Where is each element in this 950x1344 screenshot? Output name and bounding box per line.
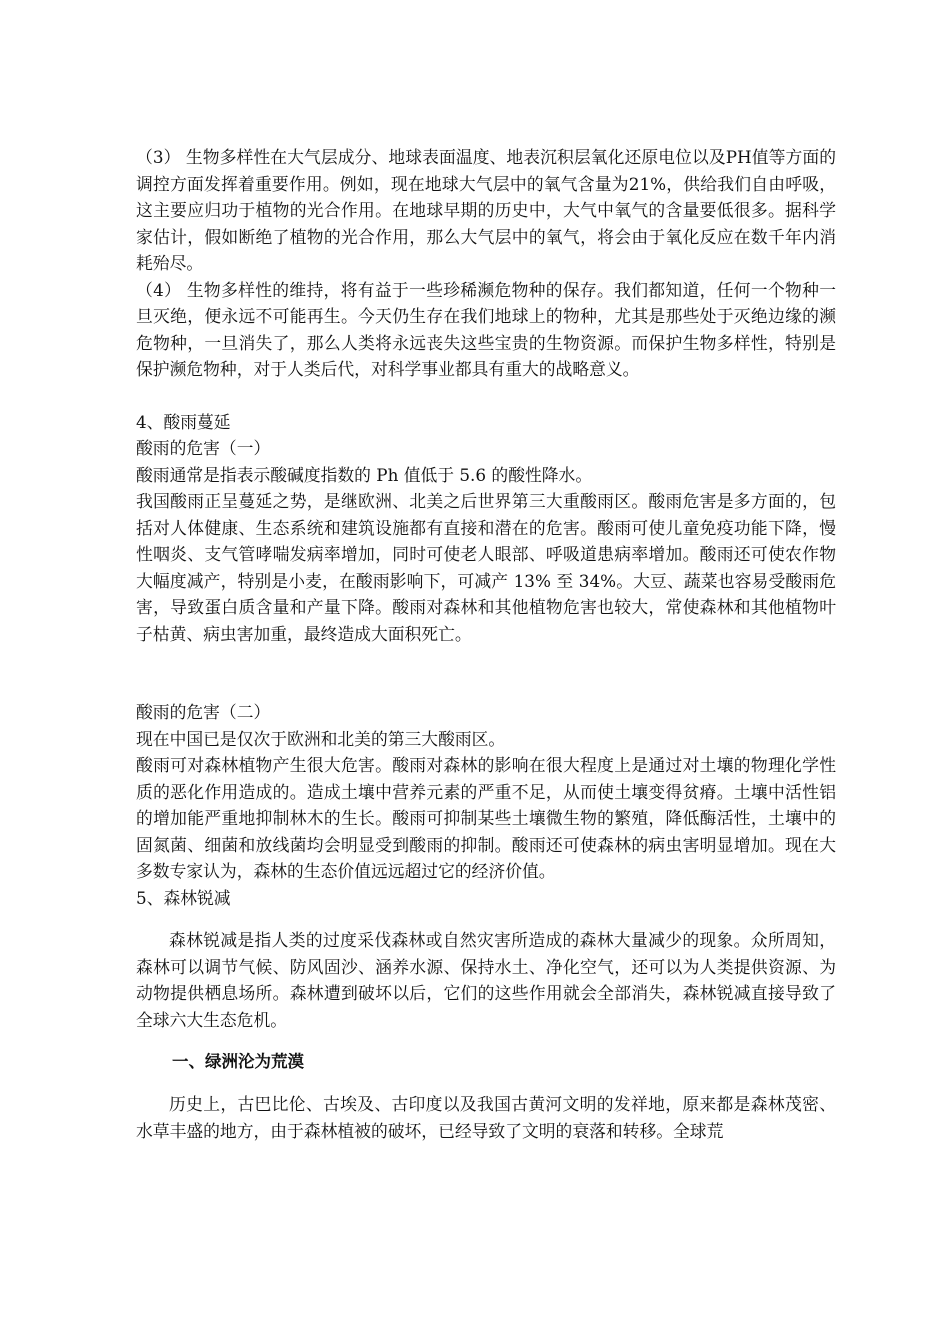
acid-rain-harm-2-title: 酸雨的危害（二） bbox=[136, 702, 271, 722]
spacer bbox=[136, 911, 836, 927]
spacer bbox=[136, 647, 836, 699]
acid-rain-harm-2-line: 现在中国已是仅次于欧洲和北美的第三大酸雨区。 bbox=[136, 728, 506, 749]
acid-rain-harm-1-body: 我国酸雨正呈蔓延之势，是继欧洲、北美之后世界第三大重酸雨区。酸雨危害是多方面的，包括对人体健康、生态系统和建筑设施都有直接和潜在的危害。酸雨可使儿童免疫功能下降，慢性咽炎、支气管哮喘发病率增加，同时可使老人眼部、呼吸道患病率增加。酸雨还可使农作物大幅度减产，特别是小麦，在酸雨影响下，可减产 13% 至 34%。大豆、蔬菜也容易受酸雨危害，导致蛋白质含量和产量下降。酸雨对森林和其他植物危害也较大，常使森林和其他植物叶子枯黄、病虫害加重，最终造成大面积死亡。 bbox=[136, 491, 836, 644]
desertification-heading: 一、绿洲沦为荒漠 bbox=[172, 1052, 304, 1071]
spacer bbox=[136, 1075, 836, 1091]
desertification-body: 历史上，古巴比伦、古埃及、古印度以及我国古黄河文明的发祥地，原来都是森林茂密、水草丰盛的地方，由于森林植被的破坏，已经导致了文明的衰落和转移。全球荒 bbox=[136, 1094, 836, 1141]
forest-decline-body: 森林锐减是指人类的过度采伐森林或自然灾害所造成的森林大量减少的现象。众所周知，森林可以调节气候、防风固沙、涵养水源、保持水土、净化空气，还可以为人类提供资源、为动物提供栖息场所。森林遭到破坏以后，它们的这些作用就会全部消失，森林锐减直接导致了全球六大生态危机。 bbox=[136, 930, 836, 1030]
acid-rain-definition: 酸雨通常是指表示酸碱度指数的 Ph 值低于 5.6 的酸性降水。 bbox=[136, 464, 593, 485]
spacer bbox=[136, 383, 836, 409]
acid-rain-harm-1-title: 酸雨的危害（一） bbox=[136, 438, 271, 458]
section-4-title: 4、酸雨蔓延 bbox=[136, 411, 231, 432]
spacer bbox=[136, 1033, 836, 1049]
document-page bbox=[136, 144, 836, 1144]
paragraph-biodiversity-3: （3） 生物多样性在大气层成分、地球表面温度、地表沉积层氧化还原电位以及PH值等方面的调控方面发挥着重要作用。例如，现在地球大气层中的氧气含量为21%，供给我们自由呼吸，这主要应归功于植物的光合作用。在地球早期的历史中，大气中氧气的含量要低很多。据科学家估计，假如断绝了植物的光合作用，那么大气层中的氧气，将会由于氧化反应在数千年内消耗殆尽。 bbox=[136, 147, 836, 273]
paragraph-biodiversity-4: （4） 生物多样性的维持，将有益于一些珍稀濒危物种的保存。我们都知道，任何一个物种一旦灭绝，便永远不可能再生。今天仍生存在我们地球上的物种，尤其是那些处于灭绝边缘的濒危物种，一旦消失了，那么人类将永远丧失这些宝贵的生物资源。而保护生物多样性，特别是保护濒危物种，对于人类后代，对科学事业都具有重大的战略意义。 bbox=[136, 279, 836, 379]
acid-rain-harm-2-body: 酸雨可对森林植物产生很大危害。酸雨对森林的影响在很大程度上是通过对土壤的物理化学性质的恶化作用造成的。造成土壤中营养元素的严重不足，从而使土壤变得贫瘠。土壤中活性铝的增加能严重地抑制林木的生长。酸雨可抑制某些土壤微生物的繁殖，降低酶活性，土壤中的固氮菌、细菌和放线菌均会明显受到酸雨的抑制。酸雨还可使森林的病虫害明显增加。现在大多数专家认为，森林的生态价值远远超过它的经济价值。 bbox=[136, 755, 836, 881]
section-5-title: 5、森林锐减 bbox=[136, 887, 231, 908]
